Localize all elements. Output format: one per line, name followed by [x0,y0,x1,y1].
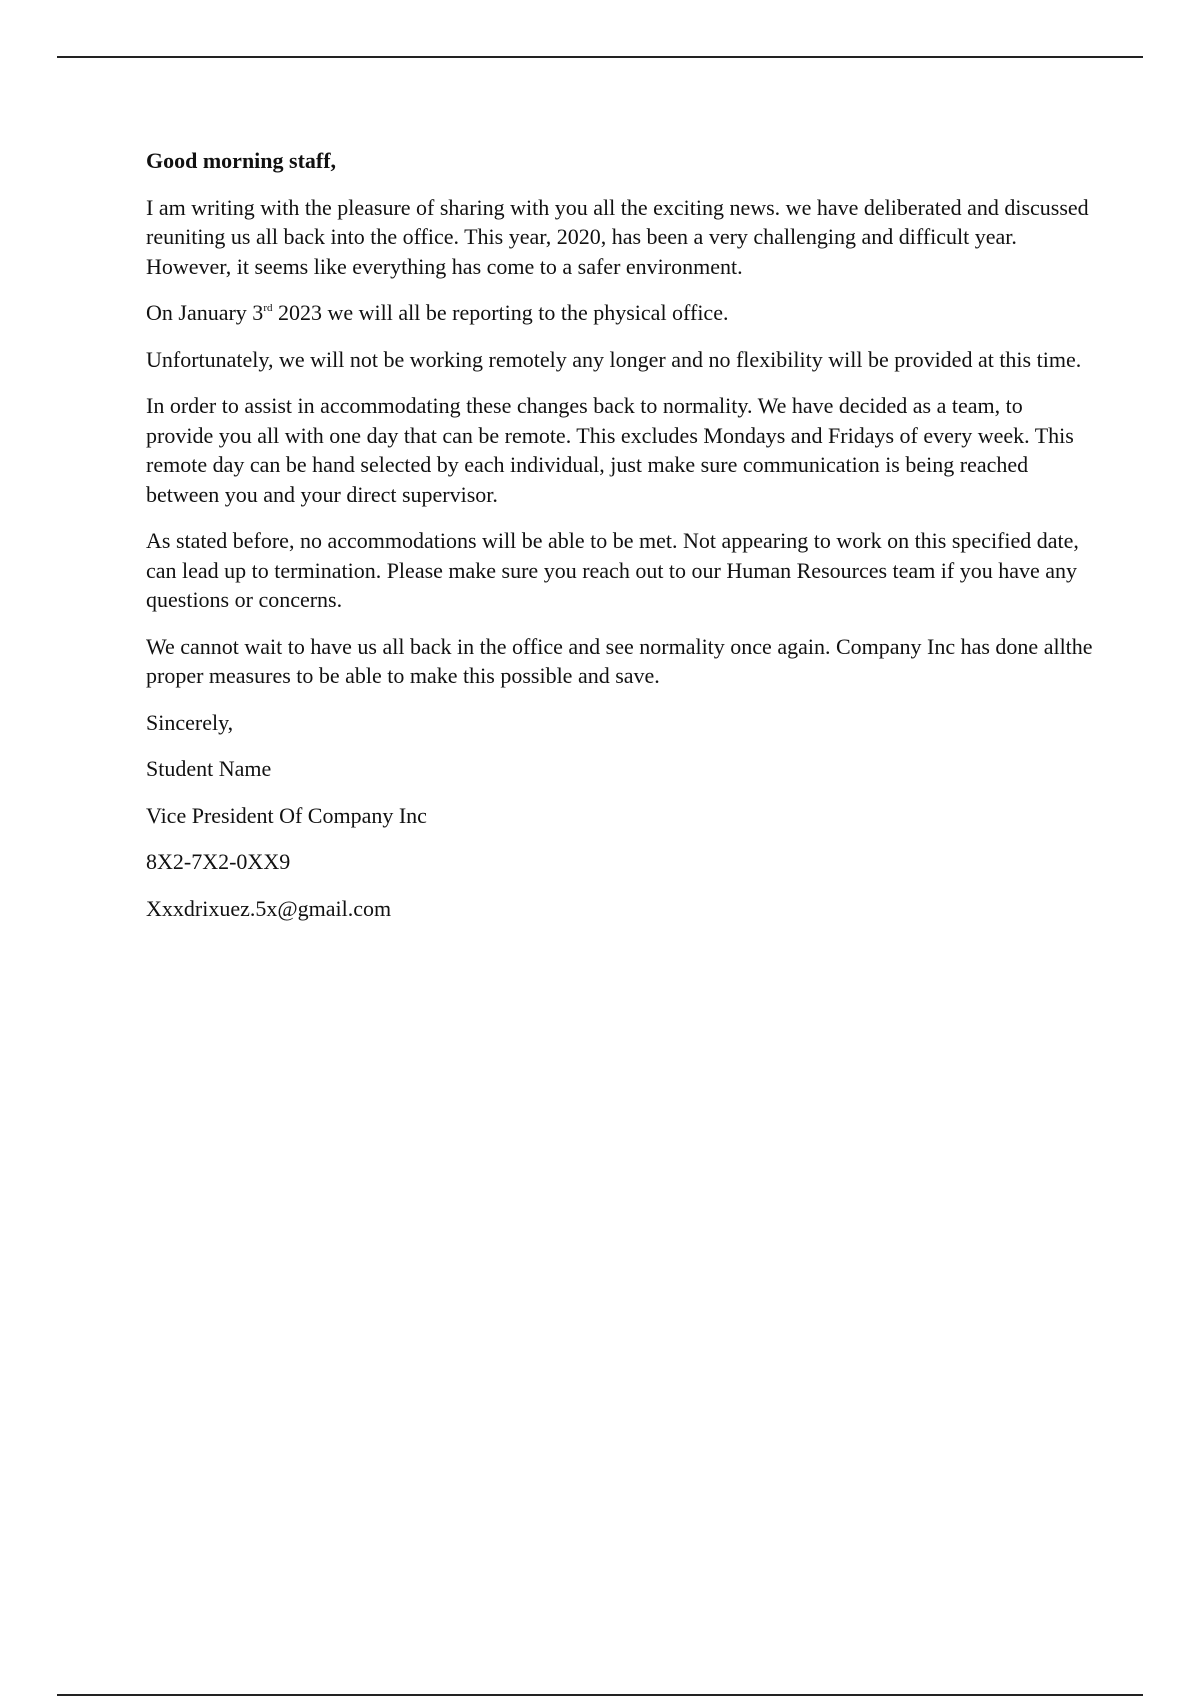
page-bottom-divider [57,1694,1143,1696]
page-top-divider [57,56,1143,58]
signer-email: Xxxdrixuez.5x@gmail.com [146,895,392,921]
letter-body [146,146,1094,940]
paragraph-remote-day: In order to assist in accommodating these changes back to normality. We have decided as a team, to provide you all with one day that can be remote. This excludes Mondays and Fridays of every week. This remote day can be hand selected by each individual, just make sure communication is being reached between you and your direct supervisor. [146,393,1074,507]
sign-off: Sincerely, [146,709,234,735]
paragraph-closing-remarks: We cannot wait to have us all back in the office and see normality once again. Company Inc has done allthe proper measures to be able to make this possible and save. [146,633,1093,688]
signer-phone: 8X2-7X2-0XX9 [146,849,291,874]
return-date-text-end: 2023 we will all be reporting to the physical office. [272,300,729,325]
paragraph-no-remote: Unfortunately, we will not be working remotely any longer and no flexibility will be provided at this time. [146,346,1082,372]
greeting: Good morning staff, [146,148,337,173]
signer-name: Student Name [146,756,272,781]
ordinal-suffix: rd [263,302,273,314]
signature-block [146,708,1094,924]
paragraph-intro: I am writing with the pleasure of sharing with you all the exciting news. we have deliberated and discussed reuniting us all back into the office. This year, 2020, has been a very challenging and difficult year. However, it seems like everything has come to a safer environment. [146,194,1089,279]
paragraph-return-date [146,298,1094,328]
return-date-text-start: On January 3 [146,300,264,325]
signer-title: Vice President Of Company Inc [146,802,427,828]
paragraph-accommodations: As stated before, no accommodations will be able to be met. Not appearing to work on this specified date, can lead up to termination. Please make sure you reach out to our Human Resources team if you have any questions or concerns. [146,528,1079,612]
